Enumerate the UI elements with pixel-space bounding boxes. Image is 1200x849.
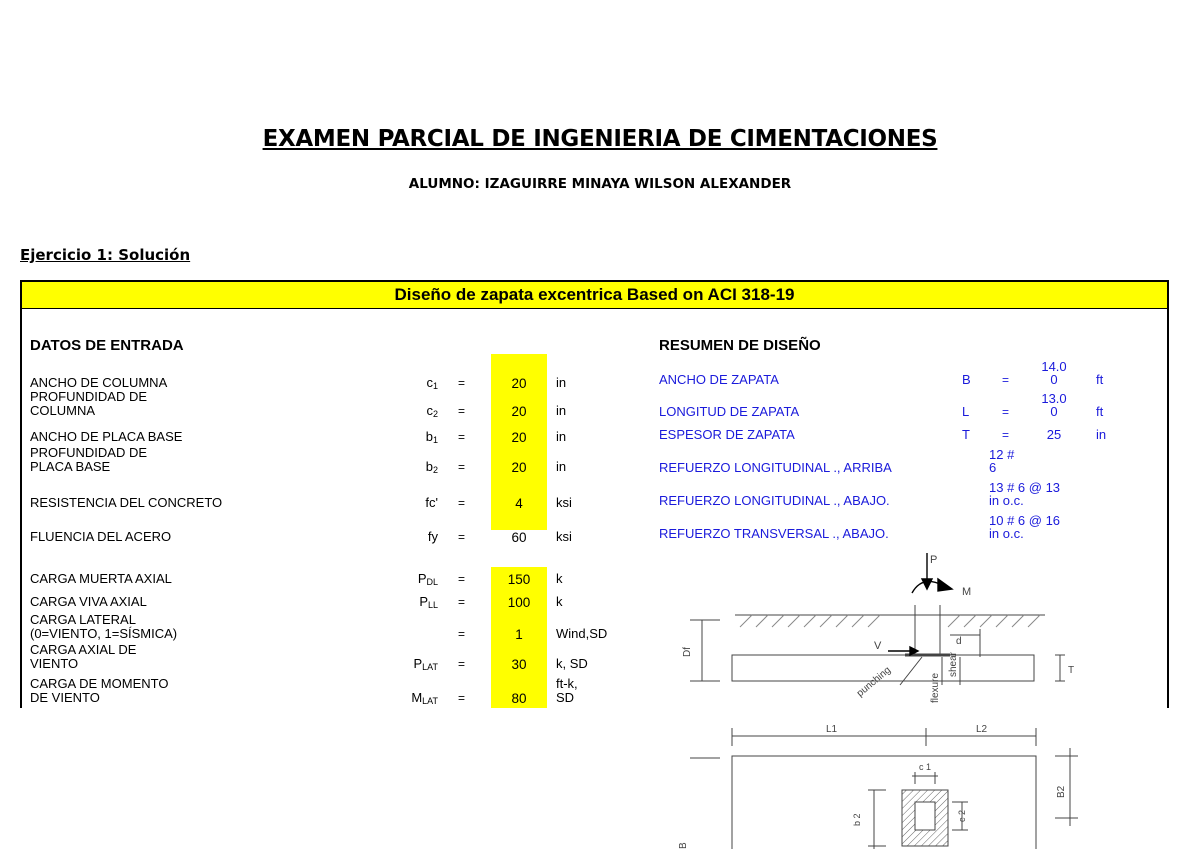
input-value: 80 <box>511 690 527 706</box>
input-label: CARGA LATERAL (0=VIENTO, 1=SÍSMICA) <box>30 612 178 641</box>
input-value: 60 <box>511 530 527 545</box>
label-M: M <box>962 586 972 598</box>
input-unit: Wind,SD <box>556 625 608 641</box>
input-unit: in <box>556 429 567 444</box>
input-value: 30 <box>511 656 527 672</box>
input-unit: ksi <box>556 495 572 510</box>
input-heading: DATOS DE ENTRADA <box>30 337 184 354</box>
input-symbol: $c_2$ <box>426 402 438 419</box>
footing-plan-diagram <box>660 718 1080 849</box>
input-value: 1 <box>515 626 523 642</box>
sheet-banner: Diseño de zapata excentrica Based on ACI 318-19 <box>22 282 1167 309</box>
label-T: T <box>1068 665 1075 676</box>
input-symbol: $P_{LL}$ <box>419 594 438 610</box>
summary-heading: RESUMEN DE DISEÑO <box>659 337 821 354</box>
input-label: PROFUNDIDAD DE COLUMNA <box>30 389 148 418</box>
summary-symbol: B <box>962 372 971 387</box>
input-value: 100 <box>507 595 531 610</box>
input-unit: in <box>556 402 567 418</box>
input-equals: = <box>458 403 466 418</box>
summary-equals: = <box>1002 428 1010 442</box>
label-b2: b 2 <box>852 813 862 826</box>
input-unit: in <box>556 375 567 390</box>
input-unit: k, SD <box>556 655 588 671</box>
input-equals: = <box>458 430 466 444</box>
input-value: 20 <box>511 403 527 419</box>
input-label: CARGA AXIAL DE VIENTO <box>30 642 137 671</box>
summary-label: REFUERZO LONGITUDINAL ., ABAJO. <box>659 493 890 508</box>
summary-unit: ft <box>1096 404 1104 419</box>
input-equals: = <box>458 656 466 671</box>
input-unit: ksi <box>556 529 572 544</box>
label-d: d <box>956 636 962 647</box>
label-L1: L1 <box>826 724 838 735</box>
footing-elevation-diagram <box>660 545 1080 715</box>
input-equals: = <box>458 690 466 705</box>
exercise-heading: Ejercicio 1: Solución <box>20 246 191 264</box>
summary-symbol: L <box>962 404 970 419</box>
input-label: ANCHO DE COLUMNA <box>30 375 168 390</box>
input-equals: = <box>458 376 466 390</box>
input-value: 4 <box>515 496 523 511</box>
label-B2: B2 <box>1056 785 1067 798</box>
label-Df: Df <box>682 647 693 657</box>
input-label: FLUENCIA DEL ACERO <box>30 529 172 544</box>
input-label: CARGA VIVA AXIAL <box>30 594 147 609</box>
input-value: 20 <box>511 376 527 391</box>
summary-label: REFUERZO LONGITUDINAL ., ARRIBA <box>659 460 892 475</box>
summary-equals: = <box>1002 373 1010 387</box>
label-flexure: flexure <box>930 672 941 703</box>
input-symbol: fc' <box>425 495 438 510</box>
input-equals: = <box>458 595 466 609</box>
input-symbol: $b_2$ <box>425 458 438 475</box>
summary-label: REFUERZO TRANSVERSAL ., ABAJO. <box>659 526 889 541</box>
summary-unit: ft <box>1096 372 1104 387</box>
summary-value: 12 # 6 <box>989 446 1015 475</box>
summary-equals: = <box>1002 405 1010 419</box>
input-unit: k <box>556 571 563 586</box>
input-value: 20 <box>511 430 527 445</box>
summary-value: 13.0 0 <box>1041 390 1067 419</box>
summary-value: 14.0 0 <box>1041 358 1067 387</box>
input-unit: ft-k, SD <box>556 676 578 705</box>
label-V: V <box>874 640 882 652</box>
input-label: CARGA MUERTA AXIAL <box>30 571 172 586</box>
label-c1: c 1 <box>919 762 932 772</box>
summary-label: ESPESOR DE ZAPATA <box>659 427 795 442</box>
input-symbol: $c_1$ <box>426 375 438 391</box>
input-equals: = <box>458 459 466 474</box>
student-name: ALUMNO: IZAGUIRRE MINAYA WILSON ALEXANDER <box>408 176 792 192</box>
input-symbol: fy <box>427 529 438 544</box>
summary-label: LONGITUD DE ZAPATA <box>659 404 800 419</box>
input-unit: in <box>556 458 567 474</box>
label-P: P <box>930 554 938 566</box>
input-value: 150 <box>507 572 531 587</box>
label-B: B <box>678 842 689 849</box>
input-label: PROFUNDIDAD DE PLACA BASE <box>30 445 148 474</box>
label-L2: L2 <box>976 724 988 735</box>
input-symbol: $P_{DL}$ <box>417 571 438 587</box>
summary-value: 13 # 6 @ 13 in o.c. <box>989 479 1061 508</box>
page-title: EXAMEN PARCIAL DE INGENIERIA DE CIMENTACIONES <box>262 126 938 152</box>
input-equals: = <box>458 572 466 586</box>
summary-value: 10 # 6 @ 16 in o.c. <box>989 512 1061 541</box>
input-label: ANCHO DE PLACA BASE <box>30 429 183 444</box>
label-shear: shear <box>948 651 959 677</box>
input-equals: = <box>458 530 466 544</box>
input-symbol: $P_{LAT}$ <box>413 655 438 672</box>
summary-symbol: T <box>962 427 970 442</box>
input-value: 20 <box>511 459 527 475</box>
input-symbol: $b_1$ <box>425 429 438 445</box>
input-equals: = <box>458 496 466 510</box>
input-unit: k <box>556 594 563 609</box>
input-equals: = <box>458 626 466 641</box>
input-label: CARGA DE MOMENTO DE VIENTO <box>30 676 169 705</box>
input-symbol: $M_{LAT}$ <box>411 689 438 706</box>
label-punching: punching <box>854 664 894 700</box>
summary-label: ANCHO DE ZAPATA <box>659 372 779 387</box>
summary-unit: in <box>1096 427 1107 442</box>
label-c2: c 2 <box>957 809 967 822</box>
summary-value: 25 <box>1046 427 1062 442</box>
input-label: RESISTENCIA DEL CONCRETO <box>30 495 223 510</box>
